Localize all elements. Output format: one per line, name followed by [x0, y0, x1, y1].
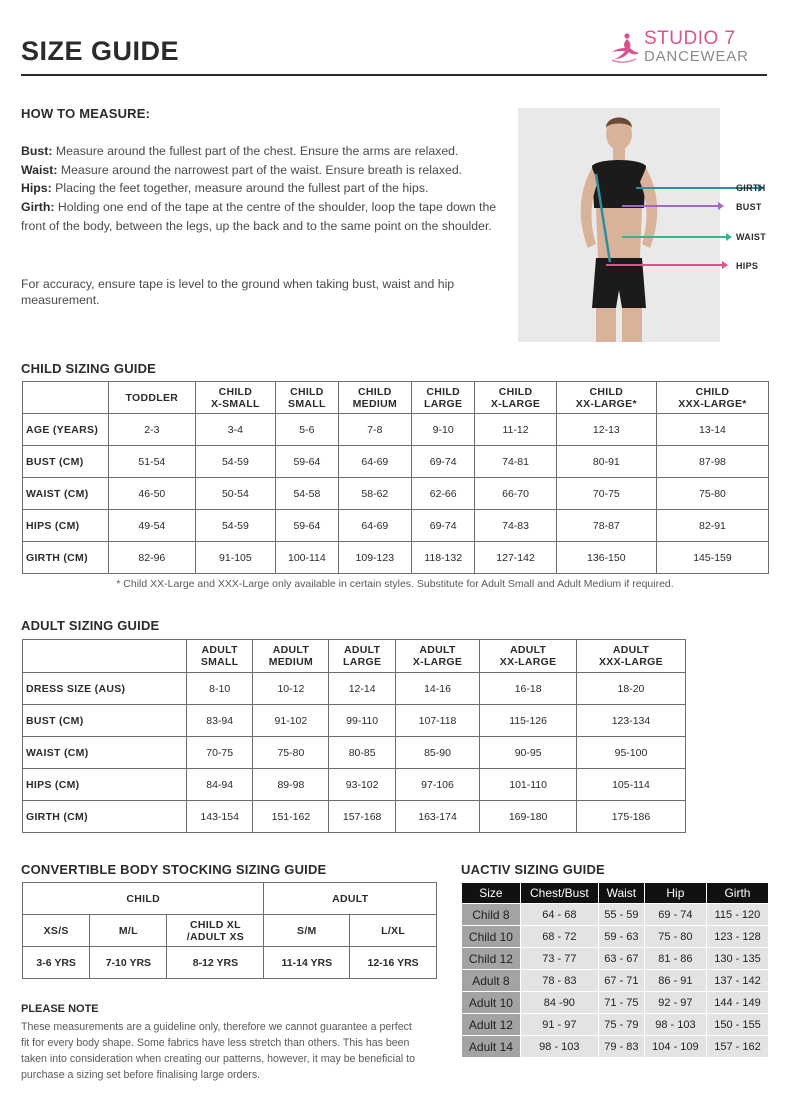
uactiv-cell: 137 - 142	[706, 970, 768, 992]
uactiv-size-cell: Child 10	[462, 926, 521, 948]
child-row-label: AGE (YEARS)	[23, 414, 109, 446]
adult-cell: 90-95	[480, 737, 577, 769]
child-col-header	[195, 382, 275, 414]
uactiv-table-row	[462, 904, 769, 926]
child-col-header-line: CHILD	[290, 385, 324, 398]
child-cell: 91-105	[195, 542, 275, 574]
adult-cell: 123-134	[576, 705, 685, 737]
uactiv-cell: 98 - 103	[644, 1014, 706, 1036]
stocking-size-header	[264, 915, 350, 947]
adult-col-header	[253, 640, 329, 673]
adult-cell: 91-102	[253, 705, 329, 737]
child-size-table	[22, 381, 769, 574]
child-col-header	[411, 382, 474, 414]
child-cell: 59-64	[276, 446, 339, 478]
stocking-age-cell: 8-12 YRS	[167, 947, 264, 979]
child-col-header-line: X-LARGE	[490, 397, 541, 410]
child-cell: 74-81	[475, 446, 556, 478]
child-col-header-line: TODDLER	[125, 391, 179, 404]
uactiv-cell: 55 - 59	[598, 904, 644, 926]
uactiv-cell: 59 - 63	[598, 926, 644, 948]
adult-cell: 101-110	[480, 769, 577, 801]
adult-cell: 99-110	[329, 705, 395, 737]
adult-cell: 85-90	[395, 737, 479, 769]
child-cell: 66-70	[475, 478, 556, 510]
adult-cell: 95-100	[576, 737, 685, 769]
child-cell: 74-83	[475, 510, 556, 542]
uactiv-cell: 79 - 83	[598, 1036, 644, 1058]
child-cell: 70-75	[556, 478, 656, 510]
adult-col-header-line: SMALL	[200, 656, 239, 668]
adult-cell: 18-20	[576, 673, 685, 705]
adult-cell: 83-94	[187, 705, 253, 737]
adult-col-header	[187, 640, 253, 673]
adult-cell: 14-16	[395, 673, 479, 705]
stocking-age-cell: 7-10 YRS	[90, 947, 167, 979]
child-cell: 109-123	[338, 542, 411, 574]
uactiv-cell: 157 - 162	[706, 1036, 768, 1058]
child-cell: 50-54	[195, 478, 275, 510]
waist-label: WAIST	[736, 232, 766, 242]
uactiv-cell: 130 - 135	[706, 948, 768, 970]
uactiv-table-row	[462, 970, 769, 992]
adult-cell: 143-154	[187, 801, 253, 833]
accuracy-note: For accuracy, ensure tape is level to the ground when taking bust, waist and hip measurement.	[21, 277, 455, 307]
stocking-size-table	[22, 882, 437, 979]
adult-table-row	[23, 705, 686, 737]
child-table-row	[23, 510, 769, 542]
stocking-age-cell: 3-6 YRS	[23, 947, 90, 979]
child-cell: 127-142	[475, 542, 556, 574]
uactiv-cell: 71 - 75	[598, 992, 644, 1014]
uactiv-size-cell: Adult 14	[462, 1036, 521, 1058]
child-col-header-line: XXX-LARGE*	[678, 397, 747, 410]
adult-cell: 115-126	[480, 705, 577, 737]
child-cell: 100-114	[276, 542, 339, 574]
uactiv-cell: 67 - 71	[598, 970, 644, 992]
child-cell: 2-3	[109, 414, 196, 446]
measure-item-hips: Hips: Placing the feet together, measure around the fullest part of the hips.	[21, 181, 429, 196]
uactiv-cell: 64 - 68	[520, 904, 598, 926]
adult-cell: 151-162	[253, 801, 329, 833]
child-col-header	[338, 382, 411, 414]
child-cell: 12-13	[556, 414, 656, 446]
child-cell: 51-54	[109, 446, 196, 478]
stocking-size-header-line: CHILD XL	[190, 918, 241, 931]
child-row-label: GIRTH (CM)	[23, 542, 109, 574]
child-cell: 64-69	[338, 446, 411, 478]
uactiv-table-row	[462, 1036, 769, 1058]
adult-table-corner	[23, 640, 187, 673]
child-cell: 7-8	[338, 414, 411, 446]
adult-table-row	[23, 737, 686, 769]
adult-col-header-line: X-LARGE	[412, 656, 463, 668]
adult-col-header-line: ADULT	[272, 644, 310, 656]
adult-table-row	[23, 769, 686, 801]
adult-col-header	[329, 640, 395, 673]
uactiv-size-cell: Child 12	[462, 948, 521, 970]
adult-col-header	[480, 640, 577, 673]
child-cell: 54-59	[195, 446, 275, 478]
child-cell: 3-4	[195, 414, 275, 446]
child-cell: 62-66	[411, 478, 474, 510]
stocking-size-header-line: S/M	[297, 924, 317, 937]
uactiv-table-row	[462, 948, 769, 970]
stocking-guide-heading: CONVERTIBLE BODY STOCKING SIZING GUIDE	[21, 862, 327, 877]
child-col-header-line: CHILD	[695, 385, 730, 398]
adult-col-header-line: MEDIUM	[268, 656, 314, 668]
child-row-label: WAIST (CM)	[23, 478, 109, 510]
brand-logo	[610, 26, 770, 70]
adult-table-row	[23, 801, 686, 833]
how-to-measure-heading: HOW TO MEASURE:	[21, 106, 151, 121]
child-footnote: * Child XX-Large and XXX-Large only available in certain styles. Substitute for Adult Small and Adult Medium if required.	[116, 578, 674, 590]
child-cell: 78-87	[556, 510, 656, 542]
measure-instructions	[21, 142, 501, 236]
child-guide-heading: CHILD SIZING GUIDE	[21, 361, 157, 376]
please-note-text: These measurements are a guideline only, therefore we cannot guarantee a perfect fit for every body shape. Some fabrics have less stretch than others. This has been taken into consideration when creating our patterns, however, it may be beneficial to purchase a sizing set before finalising large orders.	[21, 1021, 415, 1081]
adult-cell: 105-114	[576, 769, 685, 801]
child-cell: 5-6	[276, 414, 339, 446]
stocking-size-header-line: /ADULT XS	[186, 930, 245, 943]
child-col-header-line: LARGE	[424, 397, 463, 410]
stocking-age-cell: 11-14 YRS	[264, 947, 350, 979]
uactiv-size-cell: Adult 12	[462, 1014, 521, 1036]
uactiv-size-cell: Child 8	[462, 904, 521, 926]
uactiv-cell: 91 - 97	[520, 1014, 598, 1036]
stocking-size-header	[167, 915, 264, 947]
stocking-size-header-line: M/L	[118, 924, 138, 937]
uactiv-cell: 104 - 109	[644, 1036, 706, 1058]
uactiv-cell: 69 - 74	[644, 904, 706, 926]
uactiv-col-header: Waist	[598, 883, 644, 904]
uactiv-table-row	[462, 926, 769, 948]
child-cell: 9-10	[411, 414, 474, 446]
adult-col-header-line: XXX-LARGE	[599, 656, 663, 668]
uactiv-cell: 78 - 83	[520, 970, 598, 992]
child-cell: 64-69	[338, 510, 411, 542]
child-table-row	[23, 414, 769, 446]
uactiv-size-table	[461, 882, 769, 1058]
stocking-group-child: CHILD	[23, 883, 264, 915]
child-col-header	[656, 382, 768, 414]
child-table-row	[23, 446, 769, 478]
child-col-header-line: CHILD	[218, 385, 253, 398]
uactiv-col-header: Hip	[644, 883, 706, 904]
adult-col-header-line: ADULT	[343, 644, 381, 656]
child-cell: 13-14	[656, 414, 768, 446]
uactiv-cell: 123 - 128	[706, 926, 768, 948]
adult-col-header-line: ADULT	[509, 644, 547, 656]
child-cell: 80-91	[556, 446, 656, 478]
child-col-header-line: XX-LARGE*	[575, 397, 637, 410]
header-divider	[21, 74, 767, 76]
child-col-header-line: CHILD	[358, 385, 392, 398]
uactiv-cell: 84 -90	[520, 992, 598, 1014]
uactiv-cell: 81 - 86	[644, 948, 706, 970]
child-cell: 58-62	[338, 478, 411, 510]
child-cell: 75-80	[656, 478, 768, 510]
uactiv-cell: 75 - 79	[598, 1014, 644, 1036]
adult-cell: 75-80	[253, 737, 329, 769]
child-cell: 11-12	[475, 414, 556, 446]
child-col-header-line: X-SMALL	[210, 397, 260, 410]
uactiv-cell: 75 - 80	[644, 926, 706, 948]
stocking-size-header	[23, 915, 90, 947]
child-cell: 145-159	[656, 542, 768, 574]
child-cell: 69-74	[411, 510, 474, 542]
child-cell: 82-91	[656, 510, 768, 542]
adult-cell: 89-98	[253, 769, 329, 801]
uactiv-cell: 73 - 77	[520, 948, 598, 970]
adult-col-header-line: ADULT	[612, 644, 650, 656]
uactiv-cell: 144 - 149	[706, 992, 768, 1014]
child-row-label: BUST (CM)	[23, 446, 109, 478]
adult-cell: 70-75	[187, 737, 253, 769]
adult-cell: 10-12	[253, 673, 329, 705]
stocking-age-cell: 12-16 YRS	[350, 947, 437, 979]
child-col-header	[276, 382, 339, 414]
child-col-header	[475, 382, 556, 414]
child-cell: 82-96	[109, 542, 196, 574]
child-cell: 49-54	[109, 510, 196, 542]
child-cell: 46-50	[109, 478, 196, 510]
child-table-row	[23, 478, 769, 510]
child-cell: 69-74	[411, 446, 474, 478]
adult-row-label: HIPS (CM)	[23, 769, 187, 801]
uactiv-size-cell: Adult 10	[462, 992, 521, 1014]
child-col-header	[109, 382, 196, 414]
adult-table-row	[23, 673, 686, 705]
child-table-corner	[23, 382, 109, 414]
child-col-header-line: MEDIUM	[352, 397, 398, 410]
adult-row-label: DRESS SIZE (AUS)	[23, 673, 187, 705]
adult-cell: 175-186	[576, 801, 685, 833]
uactiv-col-header: Size	[462, 883, 521, 904]
uactiv-cell: 63 - 67	[598, 948, 644, 970]
measure-item-girth: Girth: Holding one end of the tape at the centre of the shoulder, loop the tape down the front of the body, between the legs, up the back and to the same point on the shoulder.	[21, 200, 497, 233]
adult-guide-heading: ADULT SIZING GUIDE	[21, 618, 160, 633]
adult-cell: 163-174	[395, 801, 479, 833]
adult-cell: 107-118	[395, 705, 479, 737]
measurement-lines	[518, 108, 785, 342]
stocking-group-adult: ADULT	[264, 883, 437, 915]
child-cell: 59-64	[276, 510, 339, 542]
adult-cell: 97-106	[395, 769, 479, 801]
adult-col-header-line: ADULT	[419, 644, 456, 656]
adult-cell: 157-168	[329, 801, 395, 833]
adult-cell: 12-14	[329, 673, 395, 705]
uactiv-guide-heading: UACTIV SIZING GUIDE	[461, 862, 605, 877]
page-title: SIZE GUIDE	[21, 36, 180, 66]
adult-cell: 93-102	[329, 769, 395, 801]
hips-label: HIPS	[736, 261, 759, 271]
uactiv-cell: 98 - 103	[520, 1036, 598, 1058]
adult-row-label: WAIST (CM)	[23, 737, 187, 769]
child-cell: 87-98	[656, 446, 768, 478]
please-note-heading: PLEASE NOTE	[21, 1003, 99, 1015]
brand-name: STUDIO 7	[644, 28, 736, 49]
ballerina-logo-icon	[610, 30, 640, 64]
child-cell: 54-59	[195, 510, 275, 542]
adult-col-header-line: LARGE	[343, 656, 382, 668]
child-cell: 118-132	[411, 542, 474, 574]
uactiv-col-header: Girth	[706, 883, 768, 904]
stocking-size-header	[90, 915, 167, 947]
child-col-header-line: CHILD	[426, 385, 460, 398]
measure-item-bust: Bust: Measure around the fullest part of the chest. Ensure the arms are relaxed.	[21, 144, 459, 158]
adult-cell: 84-94	[187, 769, 253, 801]
adult-col-header	[395, 640, 479, 673]
child-cell: 136-150	[556, 542, 656, 574]
adult-cell: 8-10	[187, 673, 253, 705]
child-col-header-line: SMALL	[288, 397, 326, 410]
uactiv-col-header: Chest/Bust	[520, 883, 598, 904]
child-col-header-line: CHILD	[498, 385, 533, 398]
adult-cell: 169-180	[480, 801, 577, 833]
adult-row-label: BUST (CM)	[23, 705, 187, 737]
uactiv-table-row	[462, 1014, 769, 1036]
child-row-label: HIPS (CM)	[23, 510, 109, 542]
uactiv-cell: 115 - 120	[706, 904, 768, 926]
uactiv-cell: 68 - 72	[520, 926, 598, 948]
adult-col-header	[576, 640, 685, 673]
uactiv-cell: 86 - 91	[644, 970, 706, 992]
measure-item-waist: Waist: Measure around the narrowest part of the waist. Ensure breath is relaxed.	[21, 162, 463, 177]
uactiv-table-row	[462, 992, 769, 1014]
adult-size-table	[22, 639, 686, 833]
uactiv-cell: 150 - 155	[706, 1014, 768, 1036]
uactiv-size-cell: Adult 8	[462, 970, 521, 992]
stocking-size-header-line: XS/S	[43, 924, 69, 937]
adult-cell: 80-85	[329, 737, 395, 769]
child-cell: 54-58	[276, 478, 339, 510]
stocking-size-header-line: L/XL	[381, 924, 406, 937]
uactiv-cell: 92 - 97	[644, 992, 706, 1014]
stocking-size-header	[350, 915, 437, 947]
child-table-row	[23, 542, 769, 574]
child-col-header-line: CHILD	[589, 385, 624, 398]
child-col-header	[556, 382, 656, 414]
adult-col-header-line: ADULT	[201, 644, 238, 656]
adult-cell: 16-18	[480, 673, 577, 705]
adult-col-header-line: XX-LARGE	[499, 656, 557, 668]
adult-row-label: GIRTH (CM)	[23, 801, 187, 833]
bust-label: BUST	[736, 202, 762, 212]
brand-subname: DANCEWEAR	[644, 48, 749, 65]
girth-label: GIRTH	[736, 183, 766, 193]
